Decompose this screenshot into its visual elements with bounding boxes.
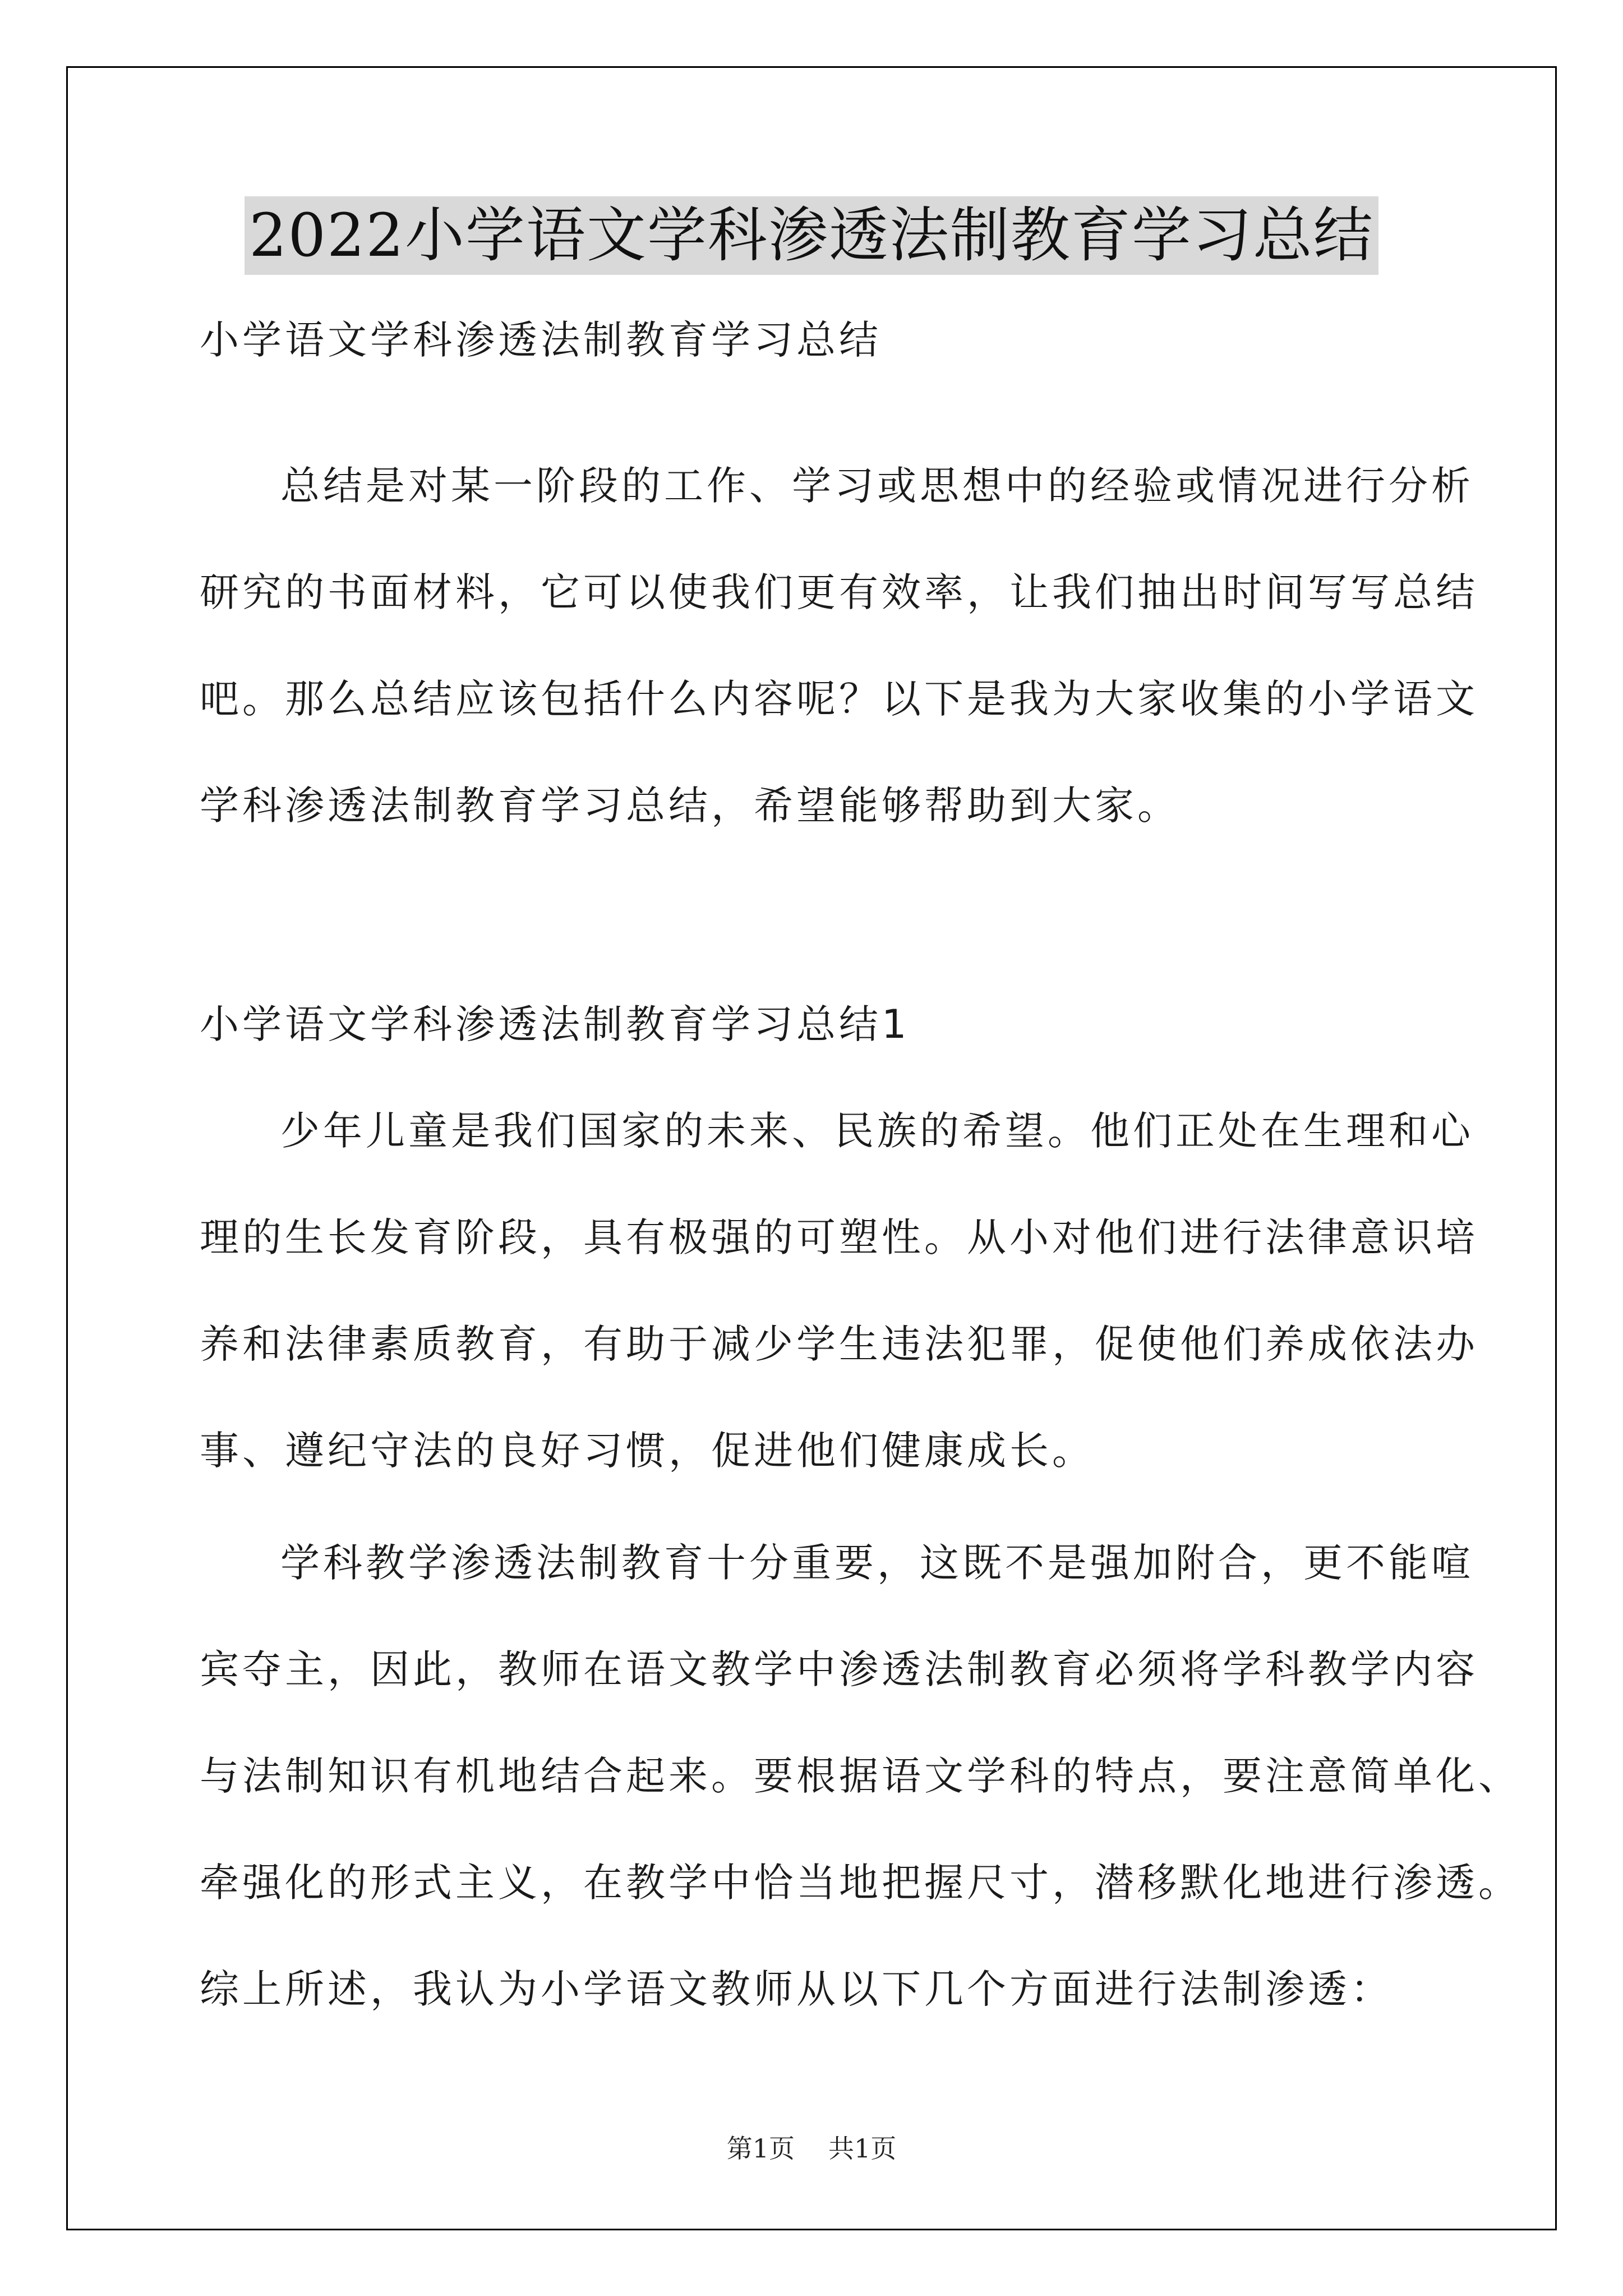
paragraph-line: 综上所述，我认为小学语文教师从以下几个方面进行法制渗透： bbox=[200, 1966, 1393, 2012]
page-footer bbox=[0, 2132, 1623, 2165]
paragraph-line: 宾夺主，因此，教师在语文教学中渗透法制教育必须将学科教学内容 bbox=[200, 1646, 1478, 1692]
intro-line: 总结是对某一阶段的工作、学习或思想中的经验或情况进行分析 bbox=[280, 463, 1474, 509]
page-number: 第1页 bbox=[726, 2133, 795, 2164]
intro-line: 吧。那么总结应该包括什么内容呢？以下是我为大家收集的小学语文 bbox=[200, 676, 1478, 722]
paragraph-line: 养和法律素质教育，有助于减少学生违法犯罪，促使他们养成依法办 bbox=[200, 1321, 1478, 1367]
paragraph-line: 牵强化的形式主义，在教学中恰当地把握尺寸，潜移默化地进行渗透。 bbox=[200, 1860, 1521, 1906]
intro-line: 研究的书面材料，它可以使我们更有效率，让我们抽出时间写写总结 bbox=[200, 569, 1478, 615]
section-heading: 小学语文学科渗透法制教育学习总结1 bbox=[200, 1001, 910, 1047]
subtitle: 小学语文学科渗透法制教育学习总结 bbox=[200, 317, 882, 363]
paragraph-line: 事、遵纪守法的良好习惯，促进他们健康成长。 bbox=[200, 1428, 1095, 1474]
document-title: 2022小学语文学科渗透法制教育学习总结 bbox=[245, 196, 1378, 275]
page-total: 共1页 bbox=[828, 2133, 897, 2164]
paragraph-line: 与法制知识有机地结合起来。要根据语文学科的特点，要注意简单化、 bbox=[200, 1753, 1521, 1799]
paragraph-line: 理的生长发育阶段，具有极强的可塑性。从小对他们进行法律意识培 bbox=[200, 1214, 1478, 1260]
title-container bbox=[0, 196, 1623, 275]
paragraph-line: 学科教学渗透法制教育十分重要，这既不是强加附合，更不能喧 bbox=[280, 1540, 1474, 1586]
paragraph-line: 少年儿童是我们国家的未来、民族的希望。他们正处在生理和心 bbox=[280, 1108, 1474, 1154]
intro-line: 学科渗透法制教育学习总结，希望能够帮助到大家。 bbox=[200, 783, 1180, 829]
